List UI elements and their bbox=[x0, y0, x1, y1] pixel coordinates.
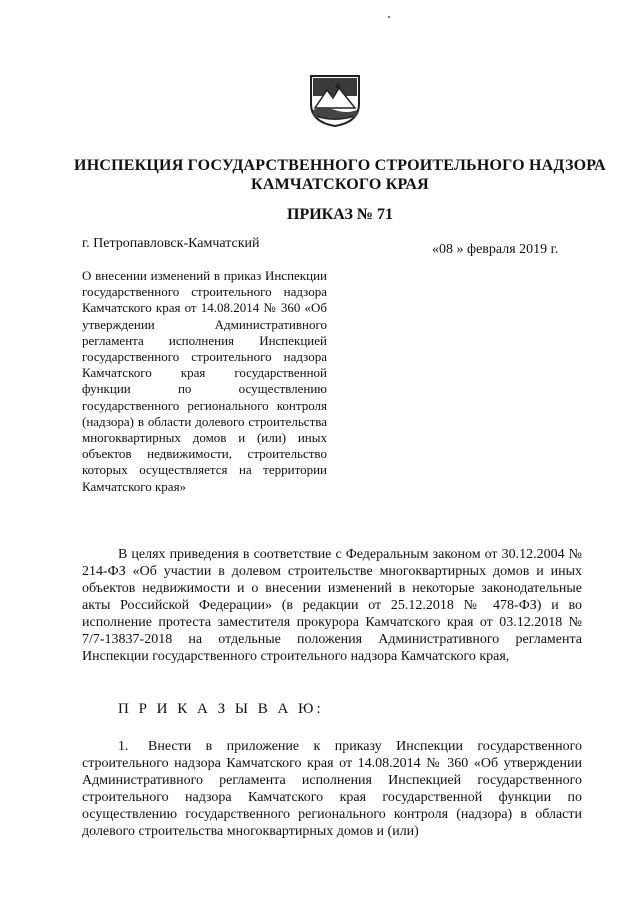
order-date: «08 » февраля 2019 г. bbox=[432, 242, 559, 257]
item-1-paragraph bbox=[82, 738, 582, 840]
item-1-number: 1. bbox=[118, 739, 129, 754]
preamble-text: В целях приведения в соответствие с Федеральным законом от 30.12.2004 № 214-ФЗ «Об участии в долевом строительстве многоквартирных домов и иных объектов недвижимости и о внесении изменений в некоторые законодательные акты Российской Федерации» (в редакции от 25.12.2018 № 478-ФЗ) и во исполнение протеста заместителя прокурора Камчатского края от 03.12.2018 № 7/7-13837-2018 на отдельные положения Административного регламента Инспекции государственного строительного надзора Камчатского края, bbox=[82, 547, 582, 664]
organization-title bbox=[60, 156, 620, 194]
order-title: ПРИКАЗ № 71 bbox=[287, 206, 393, 223]
order-city: г. Петропавловск-Камчатский bbox=[82, 236, 260, 251]
scan-speck bbox=[388, 16, 390, 18]
order-directive-word: П Р И К А З Ы В А Ю: bbox=[118, 701, 324, 717]
item-1-text: Внести в приложение к приказу Инспекции государственного строительного надзора Камчатского края от 14.08.2014 № 360 «Об утверждении Административного регламента исполнения Инспекцией государственного строительного надзора Камчатского края государственной функции по осуществлению государственного регионального контроля (надзора) в области долевого строительства многоквартирных домов и (или) bbox=[82, 739, 582, 839]
organization-title-line2: КАМЧАТСКОГО КРАЯ bbox=[251, 176, 429, 193]
kamchatka-coat-of-arms-icon bbox=[305, 72, 365, 128]
organization-title-line1: ИНСПЕКЦИЯ ГОСУДАРСТВЕННОГО СТРОИТЕЛЬНОГО НАДЗОРА bbox=[74, 157, 606, 174]
preamble-paragraph bbox=[82, 546, 582, 665]
order-subject: О внесении изменений в приказ Инспекции государственного строительного надзора Камчатского края от 14.08.2014 № 360 «Об утверждении Административного регламента исполнения Инспекцией государственного строительного надзора Камчатского края государственной функции по осуществлению государственного регионального контроля (надзора) в области долевого строительства многоквартирных домов и (или) иных объектов недвижимости, строительство которых осуществляется на территории Камчатского края» bbox=[82, 268, 327, 494]
